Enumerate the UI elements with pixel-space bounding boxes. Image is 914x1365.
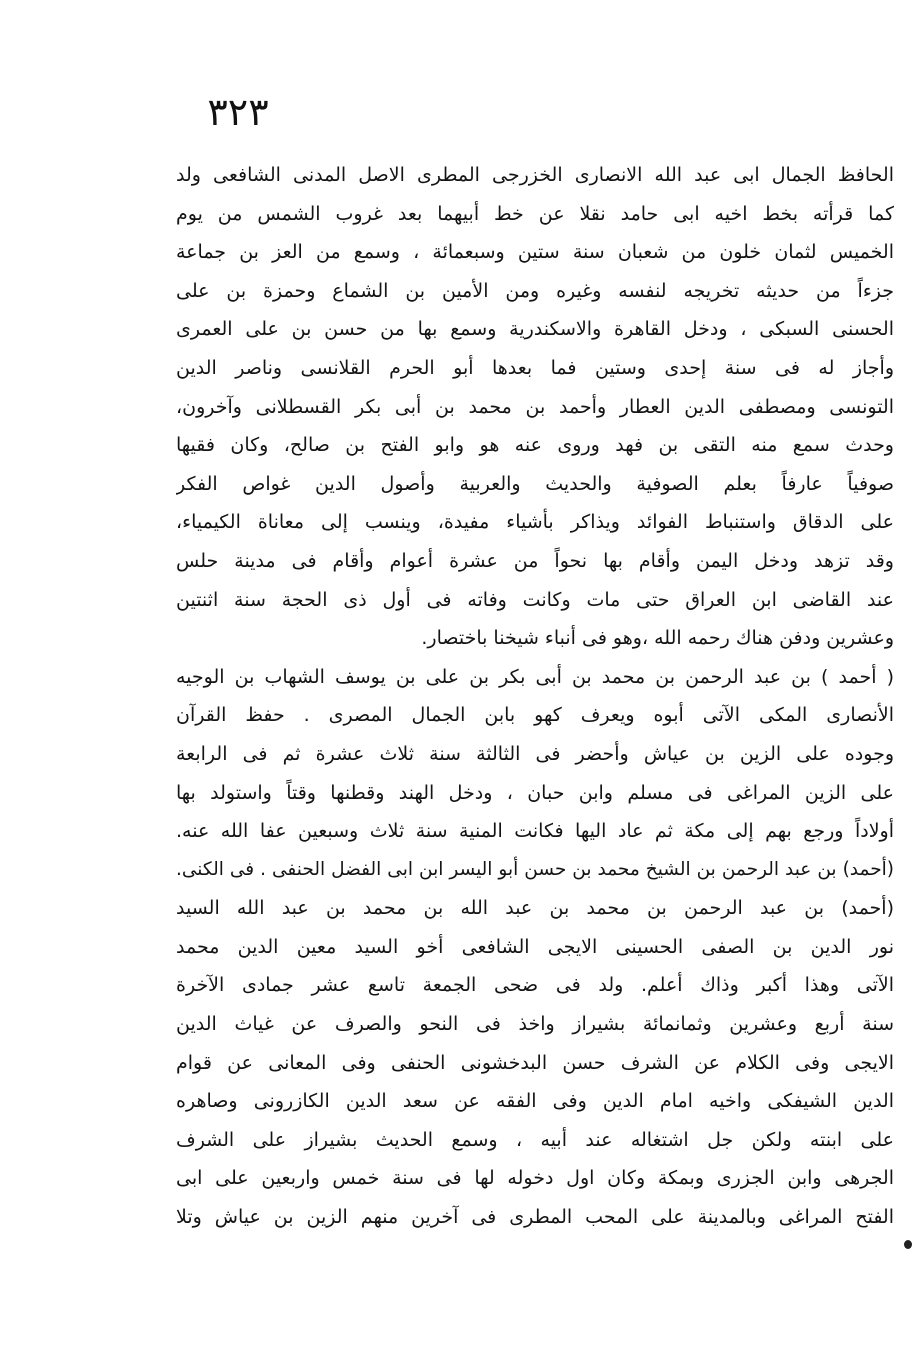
margin-ink-mark xyxy=(904,1240,912,1249)
text-line: نور الدين بن الصفى الحسينى الايجى الشافعى أخو السيد معين الدين محمد xyxy=(176,935,894,958)
text-line: الأنصارى المكى الآتى أبوه ويعرف كهو بابن الجمال المصرى . حفظ القرآن xyxy=(176,704,894,727)
text-line: عند القاضى ابن العراق حتى مات وكانت وفاته فى أول ذى الحجة سنة اثنتين xyxy=(176,588,894,611)
text-line: صوفياً عارفاً بعلم الصوفية والحديث والعربية وأصول الدين غواص الفكر xyxy=(176,472,894,495)
text-line: الفتح المراغى وبالمدينة على المحب المطرى فى آخرين منهم الزين بن عياش وتلا xyxy=(176,1206,894,1229)
text-line: الحسنى السبكى ، ودخل القاهرة والاسكندرية وسمع بها من حسن بن على العمرى xyxy=(176,318,894,341)
text-line: الايجى وفى الكلام عن الشرف حسن البدخشونى الحنفى وفى المعانى عن قوام xyxy=(176,1051,894,1074)
text-line: (أحمد) بن عبد الرحمن بن الشيخ محمد بن حسن أبو اليسر ابن ابى الفضل الحنفى . فى الكنى. xyxy=(176,858,894,880)
text-line: الحافظ الجمال ابى عبد الله الانصارى الخزرجى المطرى الاصل المدنى الشافعى ولد xyxy=(176,164,894,186)
text-line: جزءاً من حديثه تخريجه لنفسه وغيره ومن الأمين بن الشماع وحمزة بن على xyxy=(176,279,894,302)
text-line: (أحمد) بن عبد الرحمن بن محمد بن عبد الله بن محمد بن عبد الله السيد xyxy=(176,897,894,920)
page-number: ٣٢٣ xyxy=(207,90,269,134)
text-line: الدين الشيفكى واخيه امام الدين وفى الفقه عن سعد الدين الكازرونى وصاهره xyxy=(176,1090,894,1113)
text-line: الجرهى وابن الجزرى وبمكة وكان اول دخوله لها فى سنة خمس واربعين على ابى xyxy=(176,1167,894,1190)
text-line: كما قرأته بخط اخيه ابى حامد نقلا عن خط أبيهما بعد غروب الشمس من يوم xyxy=(176,202,894,225)
text-line: ( أحمد ) بن عبد الرحمن بن محمد بن أبى بكر بن على بن يوسف الشهاب بن الوجيه xyxy=(176,665,894,688)
text-line: أولاداً ورجع بهم إلى مكة ثم عاد اليها فكانت المنية سنة ثلاث وسبعين عفا الله عنه. xyxy=(176,820,894,843)
text-line: سنة أربع وعشرين وثمانمائة بشيراز واخذ فى النحو والصرف عن غياث الدين xyxy=(176,1013,894,1036)
text-line: وعشرين ودفن هناك رحمه الله ،وهو فى أنباء شيخنا باختصار. xyxy=(421,627,894,650)
text-line: على ابنته ولكن جل اشتغاله عند أبيه ، وسمع الحديث بشيراز على الشرف xyxy=(176,1128,894,1151)
text-line: على الزين المراغى فى مسلم وابن حبان ، ودخل الهند وقطنها وقتاً واستولد بها xyxy=(176,781,894,804)
text-line: التونسى ومصطفى الدين العطار وأحمد بن محمد بن أبى بكر القسطلانى وآخرون، xyxy=(176,395,894,418)
text-line: وحدث سمع منه التقى بن فهد وروى عنه هو وابو الفتح بن صالح، وكان فقيها xyxy=(176,434,894,457)
text-line: وقد تزهد ودخل اليمن وأقام بها نحواً من عشرة أعوام وأقام فى مدينة حلس xyxy=(176,549,894,572)
text-line: على الدقاق واستنباط الفوائد ويذاكر بأشياء مفيدة، وينسب إلى معاناة الكيمياء، xyxy=(176,511,894,534)
text-line: وأجاز له فى سنة إحدى وستين فما بعدها أبو الحرم القلانسى وناصر الدين xyxy=(176,356,894,379)
text-line: الخميس لثمان خلون من شعبان سنة ستين وسبعمائة ، وسمع من العز بن جماعة xyxy=(176,241,894,264)
text-line: الآتى وهذا أكبر وذاك أعلم. ولد فى ضحى الجمعة تاسع عشر جمادى الآخرة xyxy=(176,974,894,997)
body-text xyxy=(176,156,894,1237)
text-line: وجوده على الزين بن عياش وأحضر فى الثالثة سنة ثلاث عشرة ثم فى الرابعة xyxy=(176,742,894,765)
